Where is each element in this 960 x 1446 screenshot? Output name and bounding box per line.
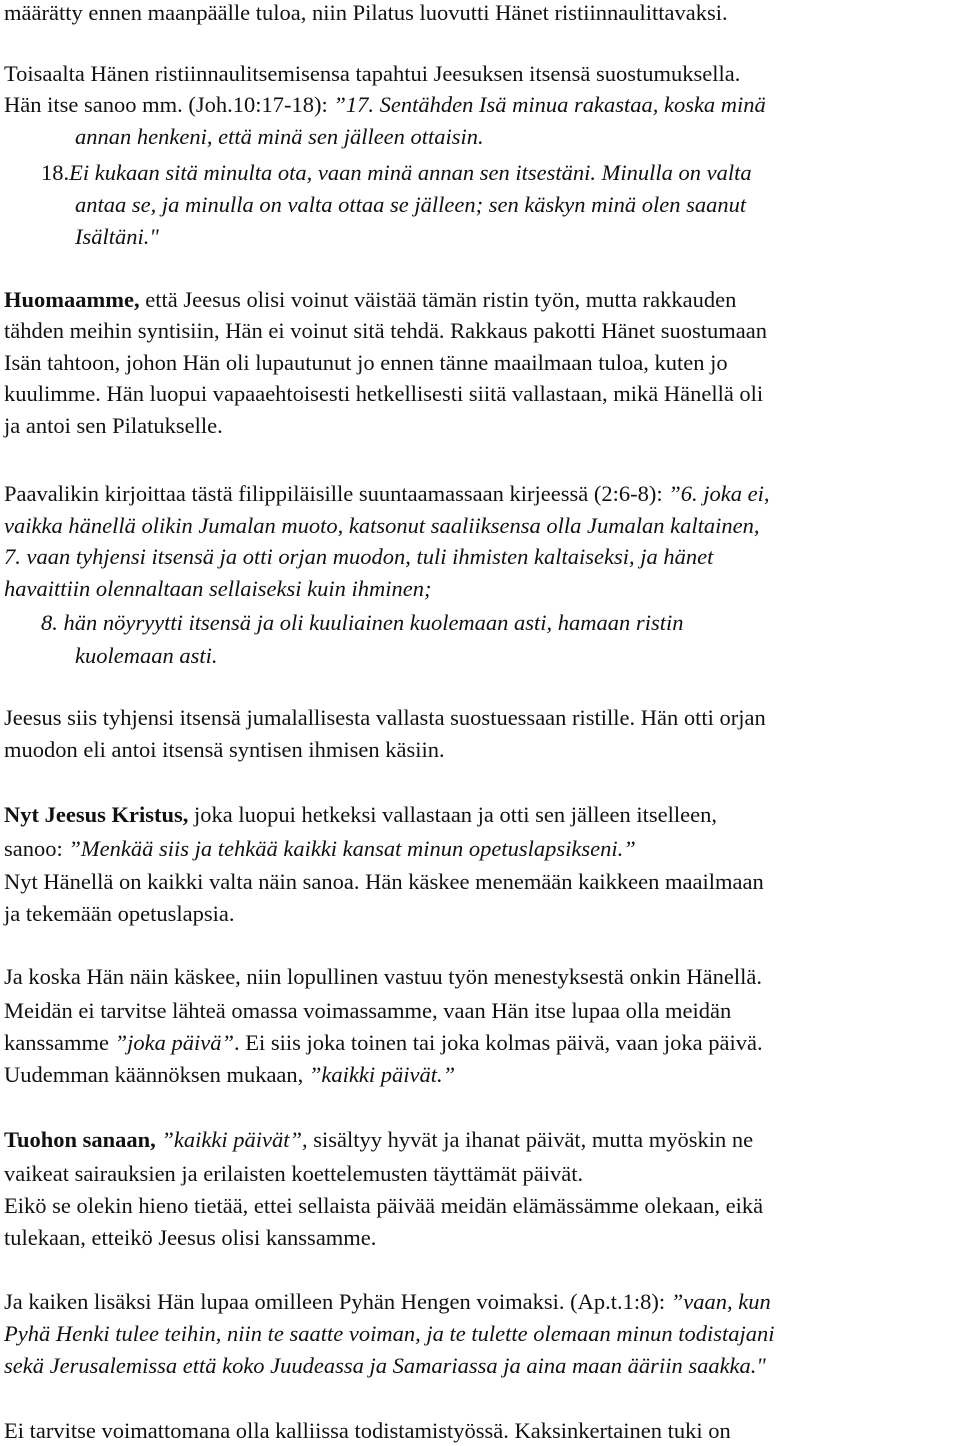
- text-line: Meidän ei tarvitse lähteä omassa voimassamme, vaan Hän itse lupaa olla meidän: [4, 998, 732, 1023]
- text-line: 7. vaan tyhjensi itsensä ja otti orjan muodon, tuli ihmisten kaltaiseksi, ja hänet: [4, 544, 714, 569]
- text-line: Tuohon sanaan, ”kaikki päivät”, sisältyy hyvät ja ihanat päivät, mutta myöskin ne: [4, 1127, 754, 1152]
- text-line: tähden meihin syntisiin, Hän ei voinut sitä tehdä. Rakkaus pakotti Hänet suostumaan: [4, 318, 767, 343]
- text-line: Huomaamme, että Jeesus olisi voinut väistää tämän ristin työn, mutta rakkauden: [4, 287, 737, 312]
- scripture-quote: ”Menkää siis ja tehkää kaikki kansat minun opetuslapsikseni.”: [68, 836, 636, 861]
- text-line: muodon eli antoi itsensä syntisen ihmisen käsiin.: [4, 737, 445, 762]
- text-line: Eikö se olekin hieno tietää, ettei sellaista päivää meidän elämässämme olekaan, eikä: [4, 1193, 764, 1218]
- text-line: Uudemman käännöksen mukaan, ”kaikki päivät.”: [4, 1062, 456, 1087]
- text-line: ja tekemään opetuslapsia.: [4, 901, 235, 926]
- text-line: 8. hän nöyryytti itsensä ja oli kuuliainen kuolemaan asti, hamaan ristin: [41, 610, 684, 635]
- text-line: määrätty ennen maanpäälle tuloa, niin Pilatus luovutti Hänet ristiinnaulittavaksi.: [4, 0, 728, 25]
- text-line: Ja kaiken lisäksi Hän lupaa omilleen Pyhän Hengen voimaksi. (Ap.t.1:8): ”vaan, kun: [4, 1289, 771, 1314]
- text-line: Nyt Jeesus Kristus, joka luopui hetkeksi vallastaan ja otti sen jälleen itselleen,: [4, 802, 717, 827]
- text-line: Pyhä Henki tulee teihin, niin te saatte voiman, ja te tulette olemaan minun todistajani: [4, 1321, 775, 1346]
- text-line: 18.Ei kukaan sitä minulta ota, vaan minä annan sen itsestäni. Minulla on valta: [41, 160, 752, 185]
- bold-lead: Nyt Jeesus Kristus,: [4, 802, 189, 827]
- bold-lead: Tuohon sanaan,: [4, 1127, 156, 1152]
- text-line: Nyt Hänellä on kaikki valta näin sanoa. Hän käskee menemään kaikkeen maailmaan: [4, 869, 764, 894]
- scripture-quote: ”17. Sentähden Isä minua rakastaa, koska minä: [333, 92, 766, 117]
- bold-lead: Huomaamme,: [4, 287, 140, 312]
- scripture-quote: ”6. joka ei,: [668, 481, 770, 506]
- scripture-quote: ”kaikki päivät.”: [308, 1062, 456, 1087]
- text-line: vaikka hänellä olikin Jumalan muoto, katsonut saaliiksensa olla Jumalan kaltainen,: [4, 513, 760, 538]
- text-line: Ja koska Hän näin käskee, niin lopullinen vastuu työn menestyksestä onkin Hänellä.: [4, 964, 762, 989]
- text-line: Isältäni.": [75, 224, 159, 249]
- text-line: sanoo: ”Menkää siis ja tehkää kaikki kansat minun opetuslapsikseni.”: [4, 836, 636, 861]
- text-line: Toisaalta Hänen ristiinnaulitsemisensa tapahtui Jeesuksen itsensä suostumuksella.: [4, 61, 741, 86]
- scripture-quote: ”vaan, kun: [670, 1289, 771, 1314]
- text-line: tulekaan, etteikö Jeesus olisi kanssamme.: [4, 1225, 377, 1250]
- text-line: Ei tarvitse voimattomana olla kalliissa todistamistyössä. Kaksinkertainen tuki on: [4, 1418, 731, 1443]
- text-line: kuulimme. Hän luopui vapaaehtoisesti hetkellisesti siitä vallastaan, mikä Hänellä oli: [4, 381, 764, 406]
- text-line: havaittiin olennaltaan sellaiseksi kuin ihminen;: [4, 576, 432, 601]
- text-line: vaikeat sairauksien ja erilaisten koettelemusten täyttämät päivät.: [4, 1161, 584, 1186]
- text-line: sekä Jerusalemissa että koko Juudeassa ja Samariassa ja aina maan ääriin saakka.": [4, 1353, 766, 1378]
- text-line: kanssamme ”joka päivä”. Ei siis joka toinen tai joka kolmas päivä, vaan joka päivä.: [4, 1030, 763, 1055]
- text-line: Hän itse sanoo mm. (Joh.10:17-18): ”17. Sentähden Isä minua rakastaa, koska minä: [4, 92, 766, 117]
- verse-number: 18.: [41, 160, 70, 185]
- text-line: annan henkeni, että minä sen jälleen ottaisin.: [75, 124, 484, 149]
- text-line: antaa se, ja minulla on valta ottaa se jälleen; sen käskyn minä olen saanut: [75, 192, 747, 217]
- text-line: kuolemaan asti.: [75, 643, 218, 668]
- text-line: Isän tahtoon, johon Hän oli lupautunut jo ennen tänne maailmaan tuloa, kuten jo: [4, 350, 728, 375]
- text-line: Jeesus siis tyhjensi itsensä jumalallisesta vallasta suostuessaan ristille. Hän otti orjan: [4, 705, 766, 730]
- text-line: Paavalikin kirjoittaa tästä filippiläisille suuntaamassaan kirjeessä (2:6-8): ”6. joka ei,: [4, 481, 770, 506]
- scripture-quote: ”joka päivä”: [114, 1030, 234, 1055]
- text-line: ja antoi sen Pilatukselle.: [4, 413, 223, 438]
- scripture-quote: ”kaikki päivät”: [161, 1127, 302, 1152]
